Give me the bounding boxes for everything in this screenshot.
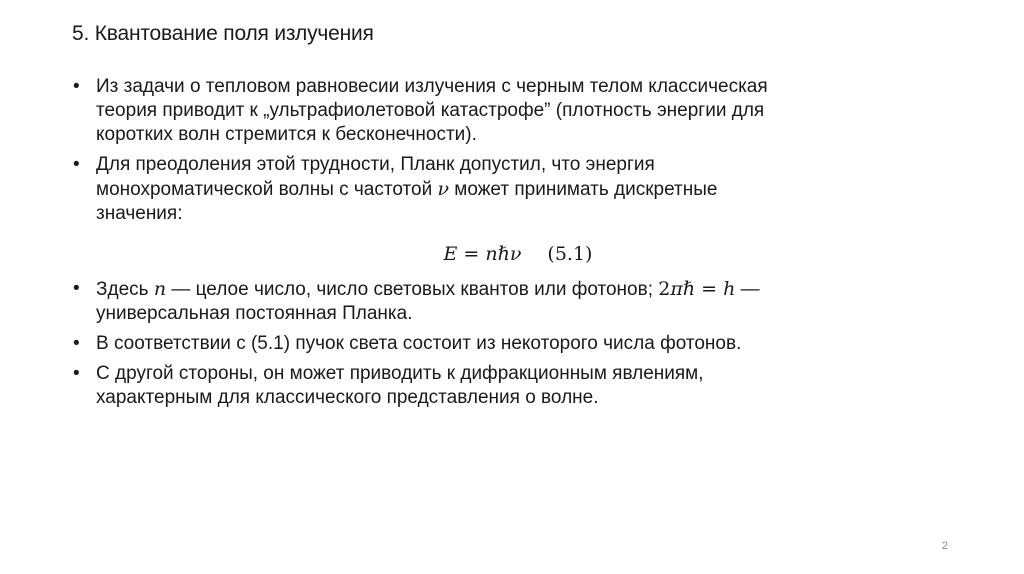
symbol-n: n <box>153 278 167 300</box>
bullet-5-line-1: • С другой стороны, он может приводить к дифракционным явлениям, <box>96 363 704 384</box>
equation-lhs: E <box>443 243 458 265</box>
bullet-2-line-1: • Для преодоления этой трудности, Планк допустил, что энергия <box>96 154 655 175</box>
bullet-item-1 <box>73 75 953 147</box>
page-number: 2 <box>941 540 948 552</box>
bullet-2-line-3: значения: <box>96 203 183 224</box>
bullet-2-line-2 <box>96 177 953 202</box>
bullet-1-line-1: • Из задачи о тепловом равновесии излучения с черным телом классическая <box>96 76 768 97</box>
symbol-h: h <box>723 278 736 300</box>
equation-equals: = <box>457 243 486 265</box>
bullet-4-line-1: • В соответствии с (5.1) пучок света состоит из некоторого числа фотонов. <box>96 333 742 354</box>
bullet-2-text-b: может принимать дискретные <box>449 179 718 200</box>
bullet-item-2 <box>73 153 953 226</box>
equation-number: (5.1) <box>547 243 593 265</box>
slide-content <box>73 75 953 416</box>
bullet-3-text-b: — целое число, число световых квантов или фотонов; <box>166 279 659 300</box>
bullet-3-dash: — <box>735 279 760 300</box>
bullet-item-4 <box>73 332 953 356</box>
bullet-3-line-1 <box>96 277 953 302</box>
symbol-equals: = <box>695 278 724 300</box>
symbol-pi-hbar: πℏ <box>670 278 696 300</box>
equation-rhs: nℏν <box>485 243 522 265</box>
symbol-2: 2 <box>658 278 671 300</box>
bullet-3-text-a: Здесь <box>96 279 154 300</box>
bullet-item-5 <box>73 362 953 410</box>
bullet-2-text-a: монохроматической волны с частотой <box>96 179 438 200</box>
bullet-1-line-3: коротких волн стремится к бесконечности). <box>96 124 477 145</box>
equation-5-1 <box>73 242 953 267</box>
bullet-item-3 <box>73 277 953 326</box>
bullet-3-line-2: универсальная постоянная Планка. <box>96 303 413 324</box>
bullet-1-line-2: теория приводит к „ультрафиолетовой катастрофе” (плотность энергии для <box>96 100 765 121</box>
bullet-5-line-2: характерным для классического представления о волне. <box>96 387 599 408</box>
frequency-symbol: ν <box>437 178 450 200</box>
slide-title: 5. Квантование поля излучения <box>72 22 374 45</box>
